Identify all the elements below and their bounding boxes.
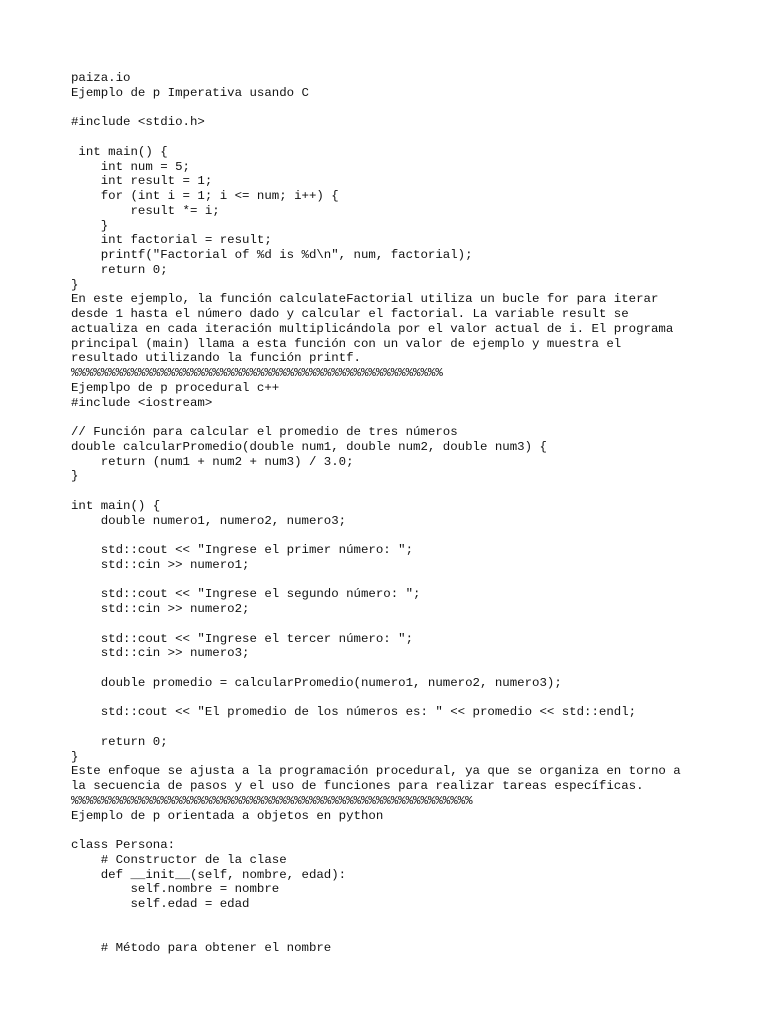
document-line [71,691,751,706]
document-line: // Función para calcular el promedio de tres números [71,425,458,439]
document-line: Ejemplo de p orientada a objetos en python [71,808,384,823]
document-line: } [71,749,79,764]
document-line: int result = 1; [71,174,213,189]
document-line [71,927,751,942]
document-line: } [71,218,109,233]
document-line: return 0; [71,734,168,749]
document-line: double numero1, numero2, numero3; [71,513,347,528]
document-line: la secuencia de pasos y el uso de funciones para realizar tareas específicas. [71,779,644,793]
document-line: std::cin >> numero2; [71,602,250,616]
document-line: Este enfoque se ajusta a la programación procedural, ya que se organiza en torno a [71,764,681,779]
document-line: double promedio = calcularPromedio(numero1, numero2, numero3); [71,675,562,690]
document-line [71,720,751,735]
document-line [71,101,751,116]
document-line: std::cout << "Ingrese el primer número: "; [71,543,414,557]
document-line: Ejemplpo de p procedural c++ [71,380,280,395]
document-line [71,410,751,425]
document-line: std::cin >> numero3; [71,646,250,661]
document-line: int num = 5; [71,159,190,174]
document-line: double calcularPromedio(double num1, double num2, double num3) { [71,439,547,454]
document-line: En este ejemplo, la función calculateFactorial utiliza un bucle for para iterar [71,292,659,307]
document-line: result *= i; [71,203,220,218]
document-line: actualiza en cada iteración multiplicándola por el valor actual de i. El programa [71,321,674,336]
document-line [71,573,751,588]
document-line: } [71,469,79,484]
document-line: def __init__(self, nombre, edad): [71,867,347,882]
document-line: int main() { [71,498,161,513]
document-line: self.edad = edad [71,897,250,911]
document-line: for (int i = 1; i <= num; i++) { [71,189,339,203]
document-line: paiza.io [71,71,131,85]
document-line: class Persona: [71,838,176,852]
document-line: desde 1 hasta el número dado y calcular el factorial. La variable result se [71,307,629,321]
document-line [71,130,751,145]
document-line: principal (main) llama a esta función con un valor de ejemplo y muestra el [71,336,622,351]
document-line: int main() { [71,144,168,159]
document-line: # Método para obtener el nombre [71,941,332,956]
document-line: std::cin >> numero1; [71,557,250,572]
document-line: int factorial = result; [71,233,272,248]
document-line: # Constructor de la clase [71,852,287,867]
document-line: return (num1 + num2 + num3) / 3.0; [71,454,354,469]
document-line: resultado utilizando la función printf. [71,351,361,366]
document-line: Ejemplo de p Imperativa usando C [71,85,309,100]
document-line [71,912,751,927]
document-line: self.nombre = nombre [71,882,280,897]
document-line: } [71,277,79,292]
document-page [71,71,751,956]
document-line: #include <stdio.h> [71,115,205,130]
separator-line: %%%%%%%%%%%%%%%%%%%%%%%%%%%%%%%%%%%%%%%%%%%%%%%%%%%%%% [71,793,473,808]
document-line [71,528,751,543]
document-line [71,823,751,838]
document-line: std::cout << "El promedio de los números es: " << promedio << std::endl; [71,705,637,720]
document-line: std::cout << "Ingrese el tercer número: "; [71,631,414,646]
document-line: std::cout << "Ingrese el segundo número: "; [71,587,421,602]
document-line: printf("Factorial of %d is %d\n", num, factorial); [71,248,473,262]
document-line: return 0; [71,262,168,277]
document-line [71,617,751,632]
document-line [71,661,751,676]
document-line [71,484,751,499]
separator-line: %%%%%%%%%%%%%%%%%%%%%%%%%%%%%%%%%%%%%%%%%%%%%%%%%% [71,366,443,380]
document-line: #include <iostream> [71,395,213,410]
